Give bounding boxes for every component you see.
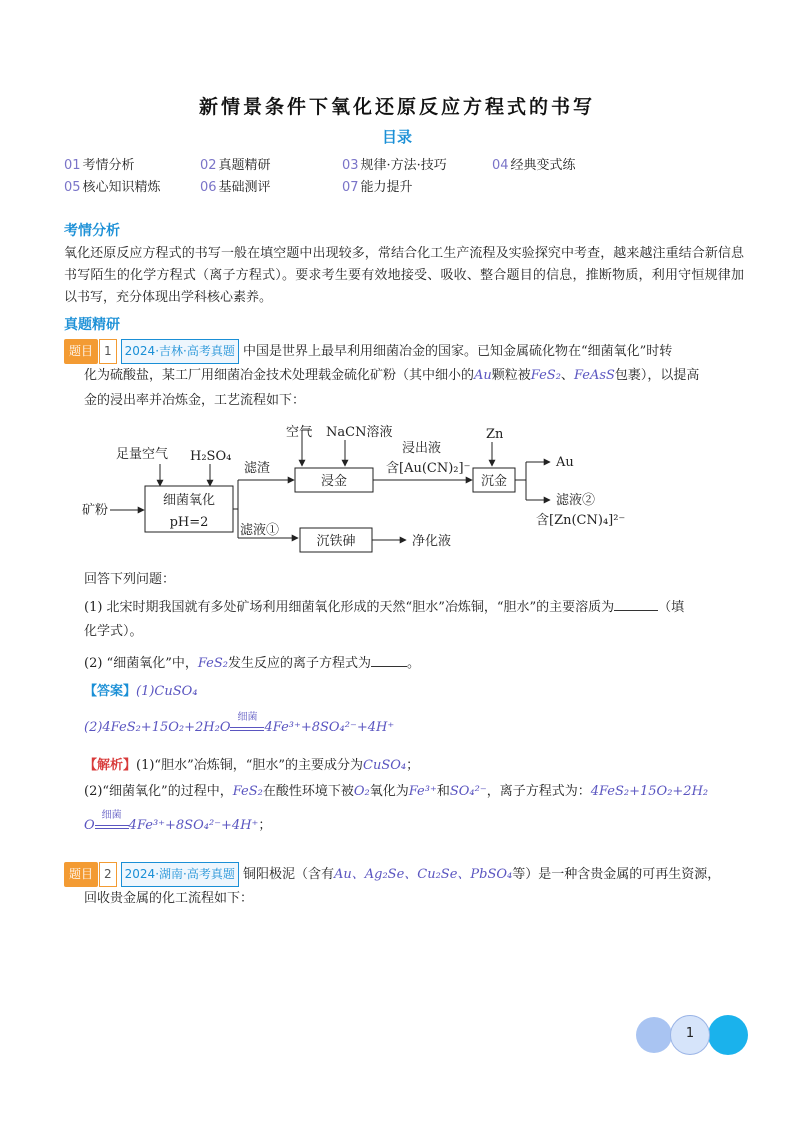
- toc-item-1[interactable]: 01 考情分析: [64, 158, 135, 173]
- answer-line-1: [84, 680, 744, 703]
- exam-heading: 真题精研: [64, 317, 120, 333]
- analysis-heading: 考情分析: [64, 223, 120, 239]
- question-badge: 题目: [64, 339, 98, 364]
- flow-leachate-content: 含[Au(CN)₂]⁻: [386, 461, 471, 476]
- flow-ore: 矿粉: [82, 503, 109, 518]
- analysis-text: 氧化还原反应方程式的书写一般在填空题中出现较多，常结合化工生产流程及实验探究中考查，越来越注重结合新信息书写陌生的化学方程式（离子方程式）。要求考生要有效地接受、吸收、整合题目的信息，推断物质，利用守恒规律加以书写，充分体现出学科核心素养。: [64, 246, 744, 305]
- reaction-condition: 细菌: [237, 712, 258, 723]
- exp2-i: ，离子方程式为：: [486, 784, 591, 799]
- flow-au: Au: [556, 455, 574, 470]
- question-1-text: 中国是世界上最早利用细菌冶金的国家。已知金属硫化物在“细菌氧化”时转: [242, 344, 673, 359]
- flow-bacterial-oxidation: 细菌氧化: [162, 493, 216, 508]
- sub-question-1-cont: 化学式）。: [84, 624, 143, 639]
- exp2-a: (2)“细菌氧化”的过程中，: [84, 784, 233, 799]
- q1-text-b: 颗粒被: [491, 368, 531, 383]
- exp2-so4: SO₄²⁻: [449, 784, 487, 799]
- exp2-g: 和: [436, 784, 450, 799]
- q2-text-b: 等）是一种含贵金属的可再生资源，: [512, 867, 721, 882]
- exp2-fes2: FeS₂: [232, 784, 263, 799]
- exp1-cuso4: CuSO₄: [363, 758, 407, 773]
- sub-question-2: [84, 652, 744, 675]
- exp2-o2: O₂: [353, 784, 370, 799]
- answer-label: 【答案】: [84, 684, 137, 699]
- toc-item-3[interactable]: 03 规律·方法·技巧: [342, 158, 447, 173]
- q2-chemicals: Au、Ag₂Se、Cu₂Se、PbSO₄: [333, 867, 513, 882]
- flow-zn: Zn: [486, 427, 504, 442]
- page-indicator: [636, 1015, 748, 1055]
- question-number-2: 2: [99, 862, 117, 887]
- toc-item-7[interactable]: 07 能力提升: [342, 180, 413, 195]
- process-flow-diagram: [80, 420, 680, 570]
- sub2-text-b: 发生反应的离子方程式为: [227, 656, 371, 671]
- sub1-text-a: (1) 北宋时期我国就有多处矿场利用细菌氧化形成的天然“胆水”冶炼铜，“胆水”的主要溶质为: [84, 600, 615, 615]
- flow-nacn: NaCN溶液: [326, 425, 393, 440]
- sub-question-1: [84, 596, 744, 619]
- explanation-line-3: [84, 810, 744, 837]
- explanation-line-1: [84, 754, 744, 777]
- question-1-line-3: 金的浸出率并冶炼金，工艺流程如下：: [84, 393, 306, 408]
- question-1-line-1: [64, 339, 744, 364]
- q1-sep: 、: [560, 368, 574, 383]
- exp3-o: O: [84, 818, 95, 833]
- question-source-tag[interactable]: 2024·吉林·高考真题: [121, 339, 239, 364]
- flow-fe-as-precipitation: 沉铁砷: [316, 534, 356, 549]
- reaction-arrow-2: [95, 810, 129, 829]
- question-2-line-2: 回收贵金属的化工流程如下：: [84, 891, 254, 906]
- exp2-e: 氧化为: [369, 784, 409, 799]
- page-next-circle[interactable]: [708, 1015, 748, 1055]
- exp3-end: ；: [258, 818, 272, 833]
- flow-filtrate-1: 滤液①: [240, 523, 280, 538]
- exp1-text: (1)“胆水”冶炼铜，“胆水”的主要成分为: [136, 758, 364, 773]
- question-1-prompt: 回答下列问题：: [84, 572, 176, 587]
- flow-air-1: 足量空气: [116, 447, 169, 462]
- flow-filtrate-2: 滤液②: [556, 493, 596, 508]
- toc-item-4[interactable]: 04 经典变式练: [492, 158, 576, 173]
- q1-text-a: 化为硫酸盐，某工厂用细菌冶金技术处理载金硫化矿粉（其中细小的: [84, 368, 475, 383]
- q1-fes2: FeS₂: [530, 368, 561, 383]
- flow-residue: 滤渣: [244, 461, 271, 476]
- toc-item-6[interactable]: 06 基础测评: [200, 180, 271, 195]
- exp3-products: 4Fe³⁺+8SO₄²⁻+4H⁺: [128, 818, 259, 833]
- flow-air-2: 空气: [286, 425, 313, 440]
- exp1-end: ；: [406, 758, 420, 773]
- question-number: 1: [99, 339, 117, 364]
- toc-row-2: [64, 176, 744, 198]
- q2-text-a: 铜阳极泥（含有: [242, 867, 334, 882]
- exp2-equation: 4FeS₂+15O₂+2H₂: [590, 784, 709, 799]
- answer-line-2: [84, 712, 744, 739]
- flow-leaching: 浸金: [320, 474, 348, 489]
- table-of-contents: [64, 154, 744, 198]
- toc-item-2[interactable]: 02 真题精研: [200, 158, 271, 173]
- page-title: 新情景条件下氧化还原反应方程式的书写: [198, 96, 595, 118]
- reaction-arrow: [230, 712, 264, 731]
- answer-2-reactants: (2)4FeS₂+15O₂+2H₂O: [84, 720, 231, 735]
- page-prev-circle[interactable]: [636, 1017, 672, 1053]
- toc-item-5[interactable]: 05 核心知识精炼: [64, 180, 161, 195]
- reaction-condition-2: 细菌: [101, 810, 122, 821]
- toc-row-1: [64, 154, 744, 176]
- sub2-text-c: 。: [406, 656, 420, 671]
- q1-au: Au: [474, 368, 492, 383]
- question-1-line-2: [84, 364, 744, 387]
- flow-filtrate-2-content: 含[Zn(CN)₄]²⁻: [536, 513, 626, 528]
- q1-text-c: 包裹），以提高: [614, 368, 700, 383]
- question-2-line-1: [64, 862, 744, 887]
- answer-blank-1[interactable]: [614, 598, 658, 611]
- toc-heading: 目录: [381, 128, 412, 146]
- question-badge-2: 题目: [64, 862, 98, 887]
- q1-feass: FeAsS: [573, 368, 615, 383]
- answer-blank-2[interactable]: [371, 654, 407, 667]
- exp2-c: 在酸性环境下被: [262, 784, 354, 799]
- sub1-text-b: （填: [658, 600, 685, 615]
- flow-ph: pH=2: [169, 515, 209, 530]
- sub2-text-a: (2) “细菌氧化”中，: [84, 656, 198, 671]
- flow-purified-solution: 净化液: [412, 534, 452, 549]
- flow-leachate: 浸出液: [402, 441, 442, 456]
- page-number: 1: [685, 1026, 695, 1041]
- exp2-fe3: Fe³⁺: [408, 784, 437, 799]
- question-source-tag-2[interactable]: 2024·湖南·高考真题: [121, 862, 239, 887]
- answer-1: (1)CuSO₄: [136, 684, 198, 699]
- sub2-fes2: FeS₂: [197, 656, 228, 671]
- flow-h2so4: H₂SO₄: [190, 449, 232, 464]
- explanation-label: 【解析】: [84, 758, 137, 773]
- answer-2-products: 4Fe³⁺+8SO₄²⁻+4H⁺: [264, 720, 395, 735]
- flow-gold-precipitation: 沉金: [480, 474, 508, 489]
- explanation-line-2: [84, 780, 744, 803]
